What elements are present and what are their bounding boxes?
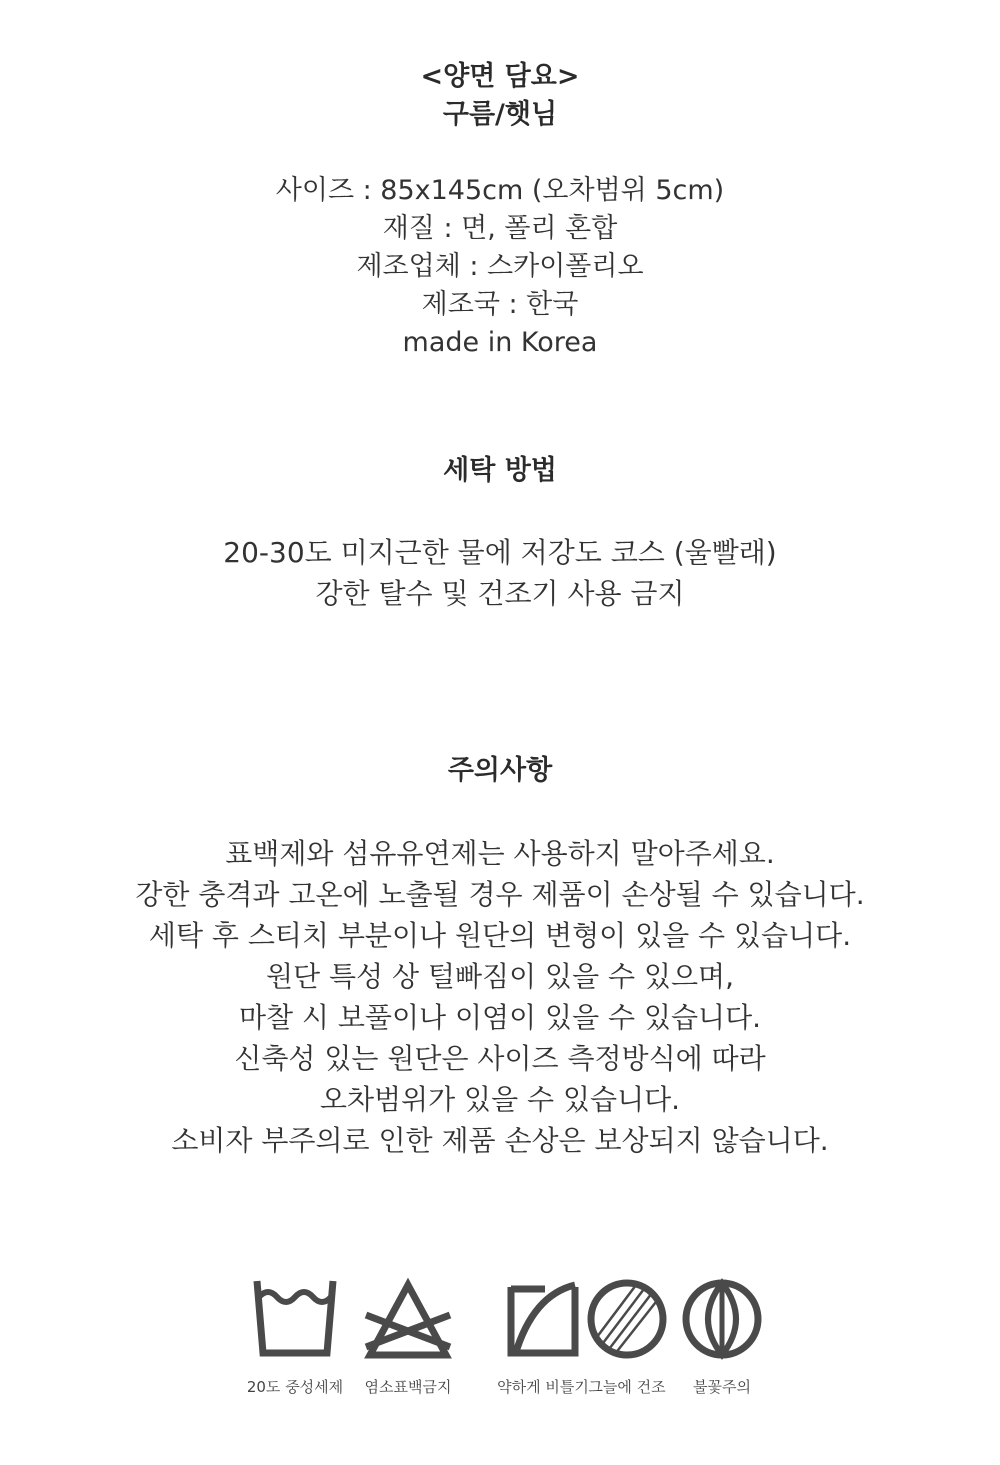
shade-dry-icon xyxy=(577,1275,677,1363)
product-specs xyxy=(0,172,1000,362)
caution-line: 강한 충격과 고온에 노출될 경우 제품이 손상될 수 있습니다. xyxy=(135,878,865,911)
spec-manufacturer: 제조업체 : 스카이폴리오 xyxy=(356,251,644,282)
spec-material: 재질 : 면, 폴리 혼합 xyxy=(382,213,618,244)
spec-size: 사이즈 : 85x145cm (오차범위 5cm) xyxy=(275,175,725,206)
caution-line: 원단 특성 상 털빠짐이 있을 수 있으며, xyxy=(265,960,735,993)
washing-instructions xyxy=(0,532,1000,614)
spec-made-in: made in Korea xyxy=(402,327,598,358)
care-label-no-bleach: 염소표백금지 xyxy=(364,1378,452,1396)
caution-line: 소비자 부주의로 인한 제품 손상은 보상되지 않습니다. xyxy=(171,1124,829,1157)
care-label-shade-dry: 그늘에 건조 xyxy=(588,1378,666,1396)
caution-line: 오차범위가 있을 수 있습니다. xyxy=(319,1083,681,1116)
washing-heading: 세탁 방법 xyxy=(443,455,557,486)
care-label-wash: 20도 중성세제 xyxy=(246,1378,344,1396)
care-item-wash xyxy=(235,1275,355,1397)
wash-tub-icon xyxy=(245,1275,345,1363)
care-item-shade-dry xyxy=(572,1275,682,1397)
product-title xyxy=(0,58,1000,134)
no-bleach-icon xyxy=(358,1275,458,1363)
care-item-no-bleach xyxy=(348,1275,468,1397)
caution-line: 세탁 후 스티치 부분이나 원단의 변형이 있을 수 있습니다. xyxy=(148,919,852,952)
caution-line: 표백제와 섬유유연제는 사용하지 말아주세요. xyxy=(225,837,775,870)
care-item-fire xyxy=(672,1275,772,1397)
care-label-wring: 약하게 비틀기 xyxy=(497,1378,589,1396)
care-icons xyxy=(0,1275,1000,1435)
spec-country: 제조국 : 한국 xyxy=(421,289,579,320)
caution-line: 신축성 있는 원단은 사이즈 측정방식에 따라 xyxy=(234,1042,766,1075)
caution-line: 마찰 시 보풀이나 이염이 있을 수 있습니다. xyxy=(238,1001,762,1034)
washing-line: 20-30도 미지근한 물에 저강도 코스 (울빨래) xyxy=(223,536,777,569)
product-name: 구름/햇님 xyxy=(442,99,558,130)
caution-heading: 주의사항 xyxy=(447,755,553,786)
caution-list xyxy=(0,833,1000,1161)
washing-line: 강한 탈수 및 건조기 사용 금지 xyxy=(315,577,685,610)
care-label-fire: 불꽃주의 xyxy=(693,1378,751,1396)
product-type: <양면 담요> xyxy=(420,61,580,92)
fire-caution-icon xyxy=(672,1275,772,1363)
